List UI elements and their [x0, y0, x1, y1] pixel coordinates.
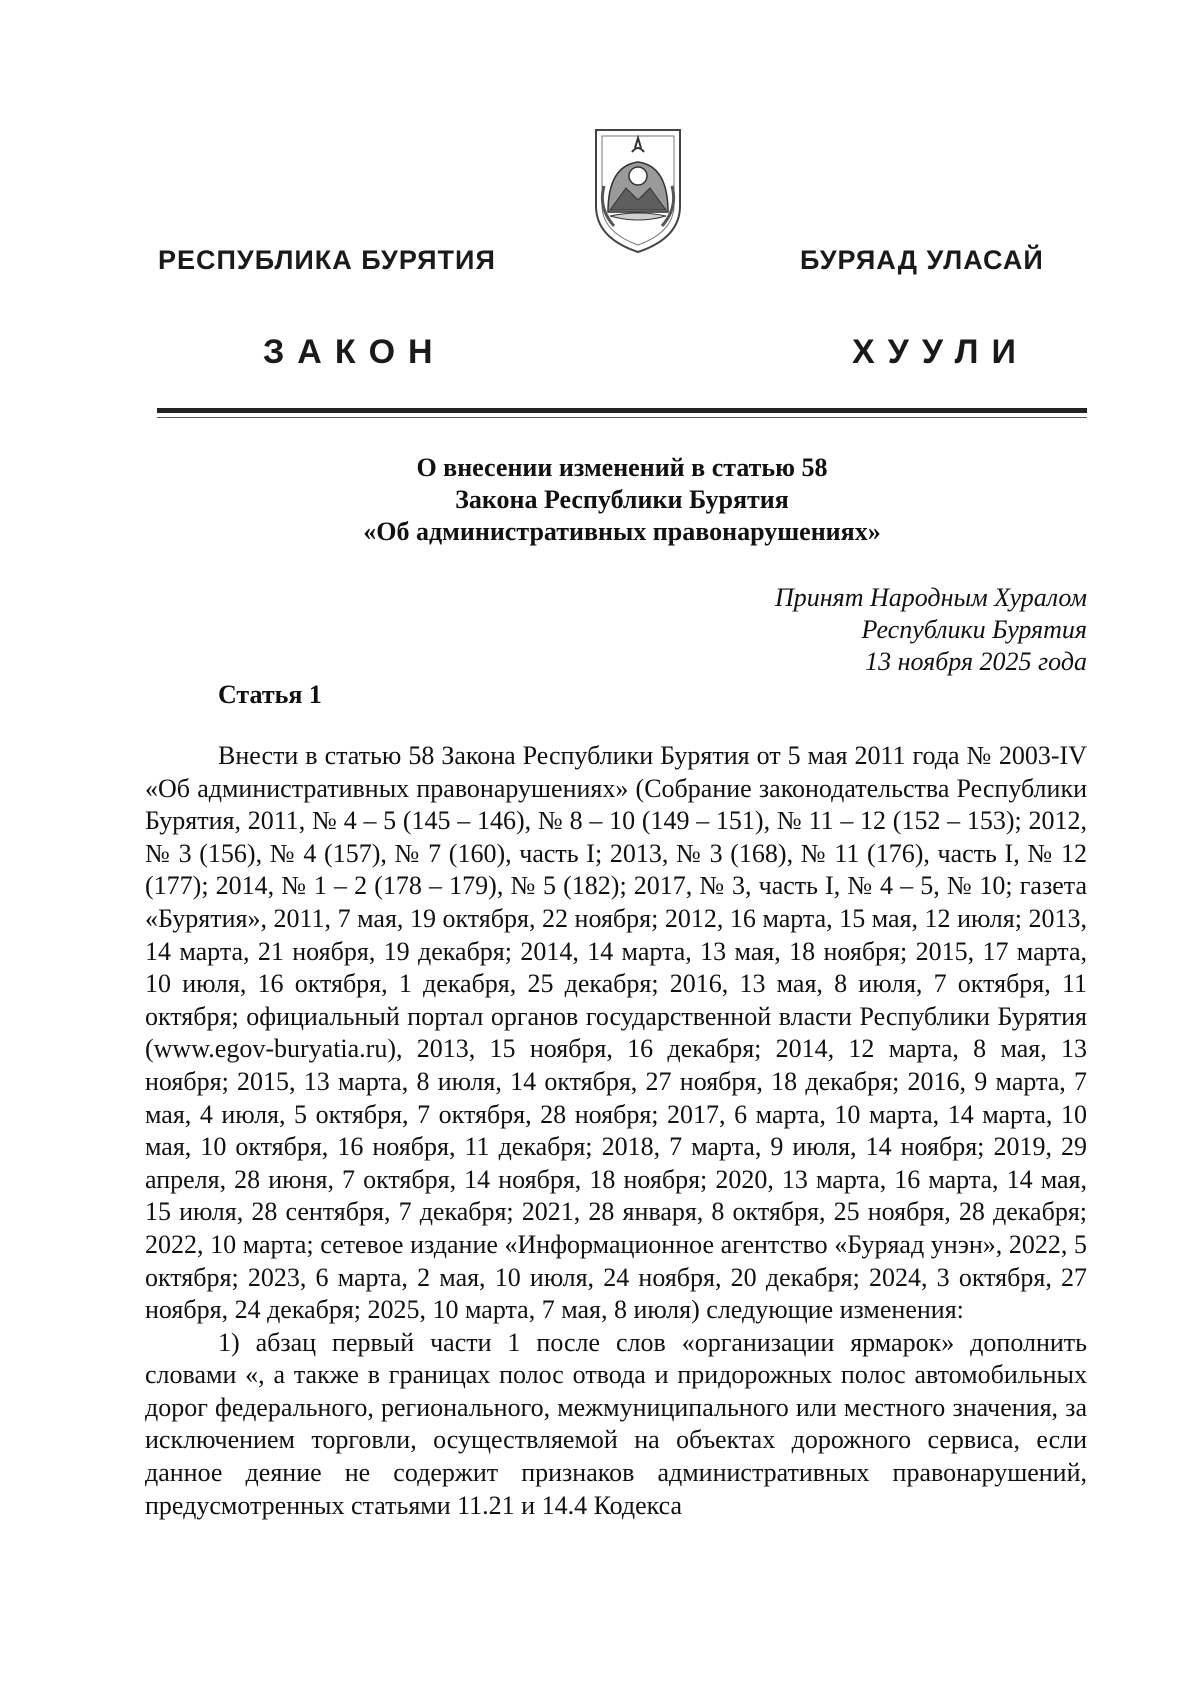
- document-type-buryat: ХУУЛИ: [852, 333, 1029, 371]
- header-divider-thin: [157, 417, 1087, 418]
- adoption-note-line-2: Республики Бурятия: [861, 615, 1087, 644]
- article-paragraph: Внести в статью 58 Закона Республики Бурятия от 5 мая 2011 года № 2003-IV «Об административных правонарушениях» (Собрание законодательства Республики Бурятия, 2011, № 4 – 5 (145 – 146), № 8 – 10 (149 – 151), № 11 – 12 (152 – 153); 2012, № 3 (156), № 4 (157), № 7 (160), часть I; 2013, № 3 (168), № 11 (176), часть I, № 12 (177); 2014, № 1 – 2 (178 – 179), № 5 (182); 2017, № 3, часть I, № 4 – 5, № 10; газета «Бурятия», 2011, 7 мая, 19 октября, 22 ноября; 2012, 16 марта, 15 мая, 12 июля; 2013, 14 марта, 21 ноября, 19 декабря; 2014, 14 марта, 13 мая, 18 ноября; 2015, 17 марта, 10 июля, 16 октября, 1 декабря, 25 декабря; 2016, 13 мая, 8 июля, 7 октября, 11 октября; официальный портал органов государственной власти Республики Бурятия (www.egov-buryatia.ru), 2013, 15 ноября, 16 декабря; 2014, 12 марта, 8 мая, 13 ноября; 2015, 13 марта, 8 июля, 14 октября, 27 ноября, 18 декабря; 2016, 9 марта, 7 мая, 4 июля, 5 октября, 7 октября, 28 ноября; 2017, 6 марта, 10 марта, 14 марта, 10 мая, 10 октября, 16 ноября, 11 декабря; 2018, 7 марта, 9 июля, 14 ноября; 2019, 29 апреля, 28 июня, 7 октября, 14 ноября, 18 ноября; 2020, 13 марта, 16 марта, 14 мая, 15 июля, 28 сентября, 7 декабря; 2021, 28 января, 8 октября, 25 ноября, 28 декабря; 2022, 10 марта; сетевое издание «Информационное агентство «Буряад унэн», 2022, 5 октября; 2023, 6 марта, 2 мая, 10 июля, 24 ноября, 20 декабря; 2024, 3 октября, 27 ноября, 24 декабря; 2025, 10 марта, 7 мая, 8 июля) следующие изменения:: [145, 741, 1087, 1325]
- law-title: [157, 452, 1087, 548]
- coat-of-arms-icon: [588, 126, 688, 256]
- republic-name-buryat: БУРЯАД УЛАСАЙ: [800, 245, 1044, 275]
- article-body: [145, 740, 1087, 1522]
- law-title-line-1: О внесении изменений в статью 58: [416, 453, 828, 482]
- document-type-russian: ЗАКОН: [263, 333, 446, 371]
- adoption-note-line-1: Принят Народным Хуралом: [774, 583, 1087, 612]
- republic-name-russian: РЕСПУБЛИКА БУРЯТИЯ: [158, 245, 496, 275]
- adoption-note-line-3: 13 ноября 2025 года: [865, 647, 1087, 676]
- article-paragraph: 1) абзац первый части 1 после слов «организации ярмарок» дополнить словами «, а также в границах полос отвода и придорожных полос автомобильных дорог федерального, регионального, межмуниципального или местного значения, за исключением торговли, осуществляемой на объектах дорожного сервиса, если данное деяние не содержит признаков административных правонарушений, предусмотренных статьями 11.21 и 14.4 Кодекса: [145, 1327, 1087, 1520]
- adoption-note: [775, 582, 1087, 678]
- header-divider: [157, 408, 1087, 413]
- article-heading: Статья 1: [218, 680, 322, 709]
- law-title-line-3: «Об административных правонарушениях»: [363, 517, 881, 546]
- law-title-line-2: Закона Республики Бурятия: [455, 485, 789, 514]
